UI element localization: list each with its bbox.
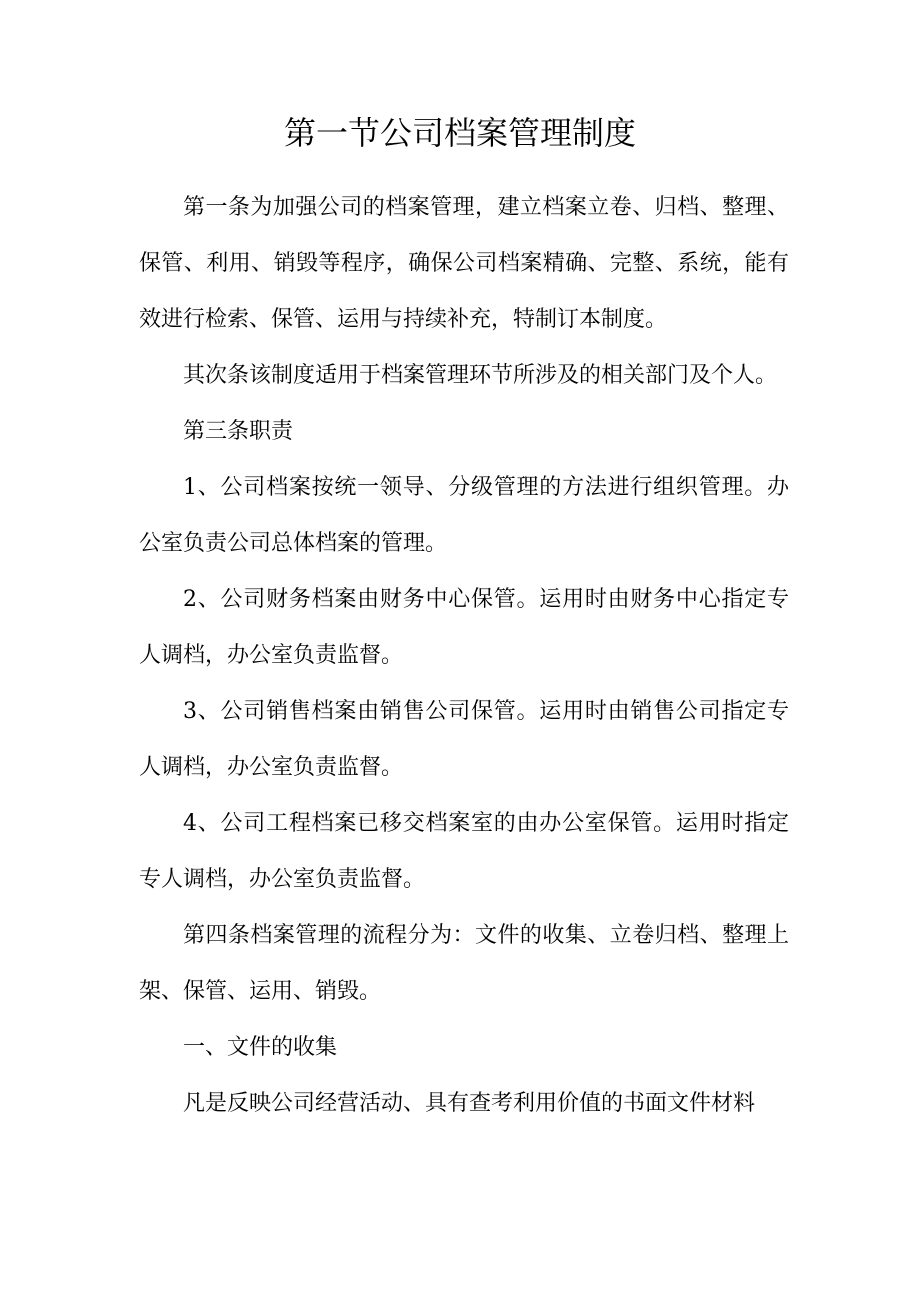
paragraph-duty-3: 3、公司销售档案由销售公司保管。运用时由销售公司指定专人调档，办公室负责监督。 (139, 699, 789, 780)
paragraph-article-2: 其次条该制度适用于档案管理环节所涉及的相关部门及个人。 (183, 363, 778, 388)
paragraph-duty-4: 4、公司工程档案已移交档案室的由办公室保管。运用时指定专人调档，办公室负责监督。 (139, 811, 789, 892)
paragraph-section-1-text: 凡是反映公司经营活动、具有查考利用价值的书面文件材料 (183, 1091, 756, 1116)
paragraph-section-1-heading: 一、文件的收集 (183, 1035, 338, 1060)
paragraph-duty-2: 2、公司财务档案由财务中心保管。运用时由财务中心指定专人调档，办公室负责监督。 (139, 587, 789, 668)
paragraph-article-1: 第一条为加强公司的档案管理，建立档案立卷、归档、整理、保管、利用、销毁等程序，确保公司档案精确、完整、系统，能有效进行检索、保管、运用与持续补充，特制订本制度。 (139, 195, 789, 332)
document-body (139, 180, 789, 1132)
document-title: 第一节公司档案管理制度 (283, 114, 636, 152)
paragraph-article-3-heading: 第三条职责 (183, 419, 294, 444)
paragraph-duty-1: 1、公司档案按统一领导、分级管理的方法进行组织管理。办公室负责公司总体档案的管理。 (139, 475, 789, 556)
paragraph-article-4: 第四条档案管理的流程分为：文件的收集、立卷归档、整理上架、保管、运用、销毁。 (139, 923, 789, 1004)
